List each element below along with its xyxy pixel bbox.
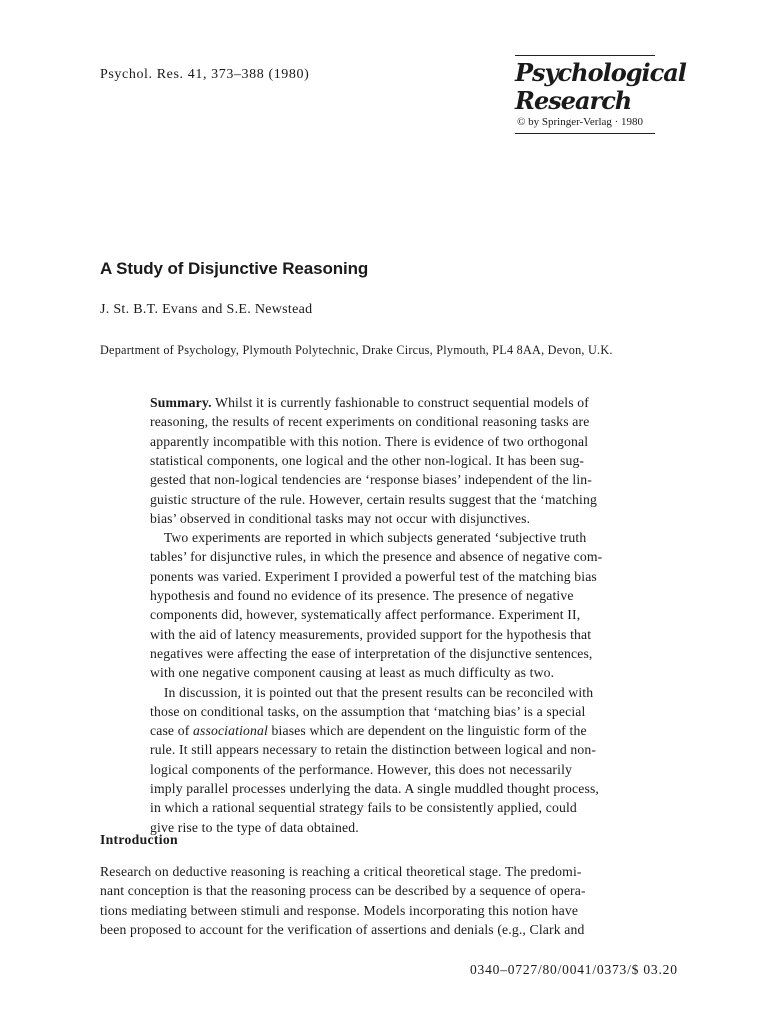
summary-line: In discussion, it is pointed out that the present results can be reconciled with bbox=[150, 684, 594, 700]
intro-line: tions mediating between stimuli and response. Models incorporating this notion have bbox=[100, 902, 579, 918]
summary-line: guistic structure of the rule. However, certain results suggest that the ‘matching bbox=[150, 491, 597, 507]
summary-line: case of associational biases which are dependent on the linguistic form of the bbox=[150, 723, 587, 739]
intro-line: nant conception is that the reasoning process can be described by a sequence of opera- bbox=[100, 883, 586, 899]
summary-line: Summary. Whilst it is currently fashionable to construct sequential models of bbox=[150, 395, 589, 410]
summary-line: with one negative component causing at least as much difficulty as two. bbox=[150, 665, 555, 681]
masthead-rule-top bbox=[515, 55, 655, 56]
summary-line: in which a rational sequential strategy fails to be consistently applied, could bbox=[150, 800, 577, 816]
summary-line: negatives were affecting the ease of interpretation of the disjunctive sentences, bbox=[150, 645, 593, 661]
summary-label: Summary. bbox=[150, 395, 212, 410]
summary-line: hypothesis and found no evidence of its presence. The presence of negative bbox=[150, 588, 574, 603]
affiliation: Department of Psychology, Plymouth Polytechnic, Drake Circus, Plymouth, PL4 8AA, Devon, U.K. bbox=[100, 343, 613, 357]
intro-line: been proposed to account for the verification of assertions and denials (e.g., Clark and bbox=[100, 921, 585, 937]
copyright: © by Springer-Verlag · 1980 bbox=[517, 116, 644, 128]
summary-line: bias’ observed in conditional tasks may not occur with disjunctives. bbox=[150, 510, 531, 526]
intro-line: Research on deductive reasoning is reaching a critical theoretical stage. The predomi- bbox=[100, 864, 582, 879]
citation: Psychol. Res. 41, 373–388 (1980) bbox=[100, 67, 310, 82]
masthead-rule-bottom bbox=[515, 133, 655, 134]
summary-line: ponents was varied. Experiment I provided a powerful test of the matching bias bbox=[150, 568, 597, 584]
journal-name-line2: Research bbox=[515, 86, 632, 115]
footer-code: 0340–0727/80/0041/0373/$ 03.20 bbox=[470, 962, 678, 977]
summary-line: apparently incompatible with this notion. There is evidence of two orthogonal bbox=[150, 433, 589, 449]
authors: J. St. B.T. Evans and S.E. Newstead bbox=[100, 302, 313, 317]
journal-name bbox=[515, 59, 685, 115]
summary-line: give rise to the type of data obtained. bbox=[150, 819, 359, 835]
summary-line: logical components of the performance. However, this does not necessarily bbox=[150, 761, 573, 777]
summary-line: with the aid of latency measurements, provided support for the hypothesis that bbox=[150, 626, 592, 642]
summary-line: reasoning, the results of recent experiments on conditional reasoning tasks are bbox=[150, 414, 590, 430]
summary-line: gested that non-logical tendencies are ‘response biases’ independent of the lin- bbox=[150, 472, 592, 488]
summary-line: components did, however, systematically affect performance. Experiment II, bbox=[150, 607, 581, 623]
journal-name-line1: Psychological bbox=[515, 58, 686, 87]
summary-line: statistical components, one logical and the other non-logical. It has been sug- bbox=[150, 452, 585, 468]
summary-line: Two experiments are reported in which subjects generated ‘subjective truth bbox=[150, 530, 587, 546]
summary-line: tables’ for disjunctive rules, in which the presence and absence of negative com- bbox=[150, 549, 603, 565]
article-title: A Study of Disjunctive Reasoning bbox=[100, 259, 369, 278]
section-heading-introduction: Introduction bbox=[100, 832, 178, 847]
summary-line: imply parallel processes underlying the data. A single muddled thought process, bbox=[150, 781, 599, 796]
emphasis-associational: associational bbox=[193, 723, 268, 739]
summary-line: rule. It still appears necessary to retain the distinction between logical and non- bbox=[150, 742, 597, 758]
summary-line: those on conditional tasks, on the assumption that ‘matching bias’ is a special bbox=[150, 703, 586, 719]
